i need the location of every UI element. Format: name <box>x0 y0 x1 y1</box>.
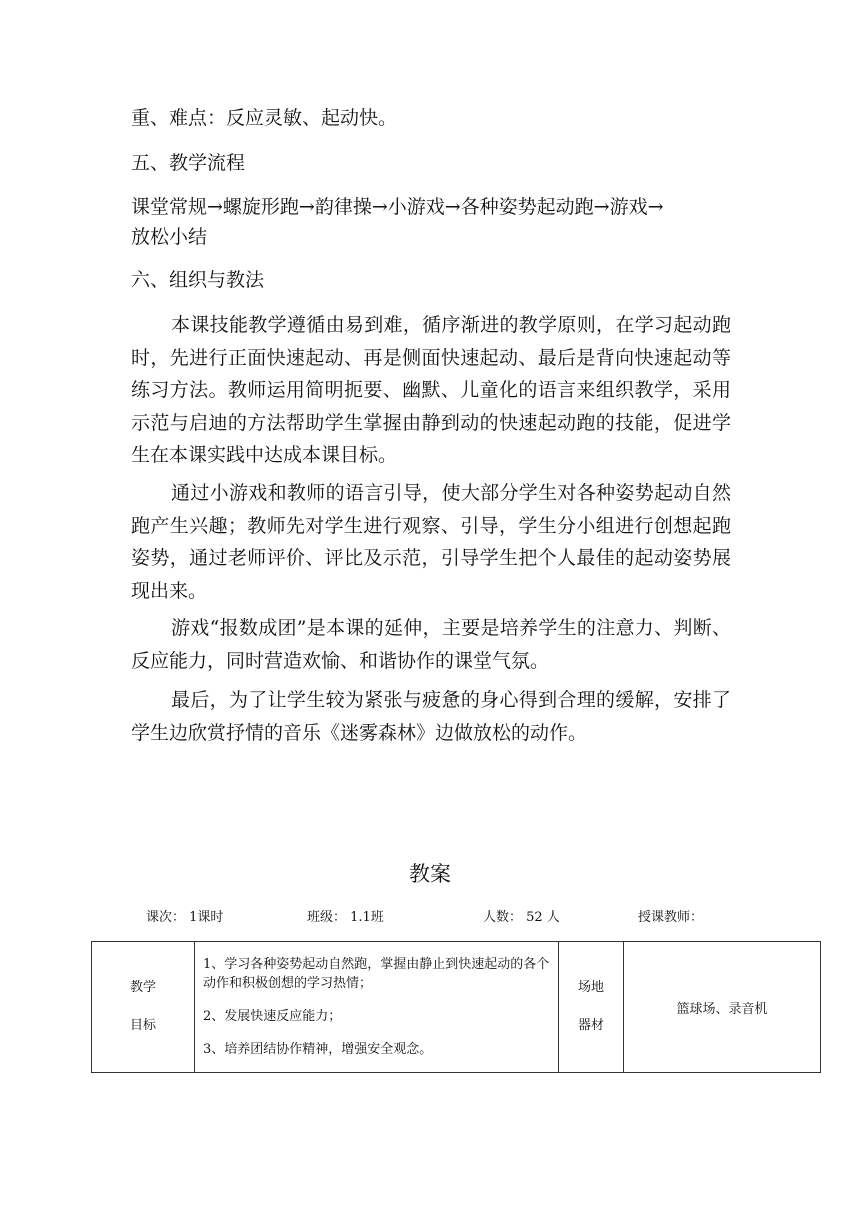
session-field: 课次： 1课时 <box>146 910 224 925</box>
paragraph-teaching-principle: 本课技能教学遵循由易到难，循序渐进的教学原则，在学习起动跑时，先进行正面快速起动、再是侧面快速起动、最后是背向快速起动等练习方法。教师运用简明扼要、幽默、儿童化的语言来组织教学，采用示范与启迪的方法帮助学生掌握由静到动的快速起动跑的技能，促进学生在本课实践中达成本课目标。 <box>131 314 731 467</box>
venue-label-line-1: 场地 <box>577 980 604 995</box>
venue-equipment-value: 篮球场、录音机 <box>676 1001 768 1017</box>
goal-item: 3、培养团结协作精神，增强安全观念。 <box>203 1042 433 1057</box>
goals-label-line-1: 教学 <box>129 980 156 995</box>
paragraph-game-extension: 游戏“报数成团”是本课的延伸，主要是培养学生的注意力、判断、反应能力，同时营造欢愉、和谐协作的课堂气氛。 <box>131 617 731 672</box>
paragraph-relaxation: 最后，为了让学生较为紧张与疲惫的身心得到合理的缓解，安排了学生边欣赏抒情的音乐《迷雾森林》边做放松的动作。 <box>131 689 731 744</box>
goals-label-cell <box>92 942 195 1073</box>
flow-line-1: 课堂常规→螺旋形跑→韵律操→小游戏→各种姿势起动跑→游戏→ <box>131 196 664 218</box>
section-heading-organization: 六、组织与教法 <box>131 269 265 291</box>
table-row <box>92 942 821 1073</box>
class-field: 班级： 1.1班 <box>307 910 384 925</box>
section-heading-flow: 五、教学流程 <box>131 152 246 174</box>
lesson-plan-title: 教案 <box>409 862 451 886</box>
headcount-field: 人数： 52 人 <box>483 910 560 925</box>
goal-item: 2、发展快速反应能力； <box>203 1009 342 1024</box>
goal-item: 1、学习各种姿势起动自然跑，掌握由静止到快速起动的各个动作和积极创想的学习热情； <box>203 957 550 991</box>
paragraph-game-guidance: 通过小游戏和教师的语言引导，使大部分学生对各种姿势起动自然跑产生兴趣；教师先对学生进行观察、引导，学生分小组进行创想起跑姿势，通过老师评价、评比及示范，引导学生把个人最佳的起动姿势展现出来。 <box>131 482 731 602</box>
venue-equipment-cell <box>624 942 821 1073</box>
teacher-field: 授课教师： <box>638 910 704 925</box>
flow-line-2: 放松小结 <box>131 226 208 248</box>
venue-label-cell <box>559 942 624 1073</box>
venue-label-line-2: 器材 <box>577 1018 604 1033</box>
lesson-plan-table <box>91 941 821 1073</box>
goals-cell <box>195 942 559 1073</box>
goals-label-line-2: 目标 <box>129 1018 156 1033</box>
key-points-line: 重、难点：反应灵敏、起动快。 <box>131 107 398 129</box>
